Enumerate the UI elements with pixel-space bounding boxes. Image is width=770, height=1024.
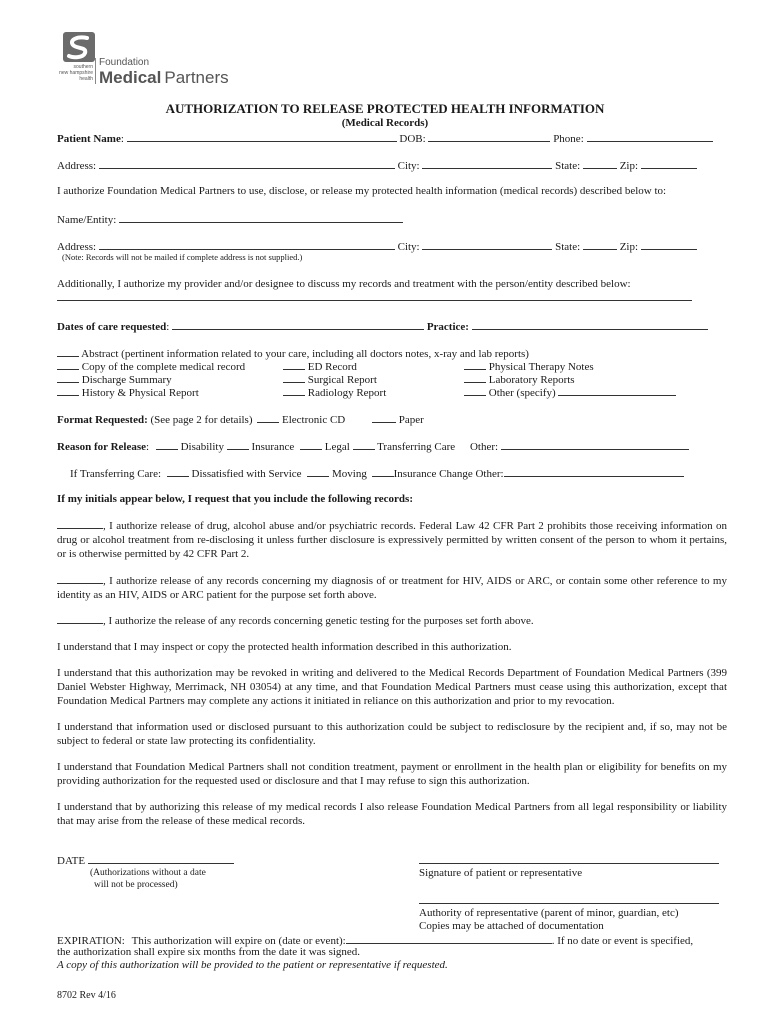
initials-field[interactable]: [57, 518, 103, 529]
logo-foundation: Foundation: [99, 57, 150, 68]
date-note: will not be processed): [94, 880, 178, 890]
transfer-option: Insurance Change: [393, 468, 473, 480]
signature-label: Signature of patient or representative: [419, 867, 583, 879]
reason-checkbox[interactable]: [227, 439, 249, 450]
initials-field[interactable]: [57, 573, 103, 584]
transfer-checkbox[interactable]: [167, 466, 189, 477]
transfer-option: Dissatisfied with Service: [191, 468, 302, 480]
reason-checkbox[interactable]: [300, 439, 322, 450]
phone-label: Phone:: [553, 133, 584, 145]
recipient-zip-field[interactable]: [641, 239, 697, 250]
record-checkbox[interactable]: [283, 359, 305, 370]
electronic-cd-label: Electronic CD: [282, 414, 346, 426]
logo-line: southern: [73, 64, 93, 70]
record-checkbox[interactable]: [464, 359, 486, 370]
recipient-state-field[interactable]: [583, 239, 617, 250]
page-subtitle: (Medical Records): [341, 117, 429, 129]
dates-field[interactable]: [172, 319, 424, 330]
reason-option: Transferring Care: [377, 441, 456, 453]
understand-paragraph: I understand that by authorizing this release of my medical records I also release Foundation Medical Partners from all legal responsibility or liability that may arise from the release of these medical records.: [57, 801, 727, 827]
record-checkbox[interactable]: [464, 385, 486, 396]
dates-label: Dates of care requested: [57, 321, 167, 333]
signature-field[interactable]: [419, 863, 719, 864]
logo-line: new hampshire: [59, 70, 93, 76]
logo-brand-light: Partners: [164, 68, 229, 87]
paper-checkbox[interactable]: [372, 412, 396, 423]
format-label: Format Requested:: [57, 414, 148, 426]
additionally-text: Additionally, I authorize my provider and/or designee to discuss my records and treatment with the person/entity described below:: [57, 278, 631, 290]
transfer-option: Moving: [332, 468, 367, 480]
recipient-city-label: City:: [397, 241, 420, 253]
record-label: History & Physical Report: [81, 387, 199, 399]
initials-field[interactable]: [57, 613, 103, 624]
patient-name-field[interactable]: [127, 131, 397, 142]
record-label: ED Record: [307, 361, 357, 373]
date-label: DATE: [57, 855, 86, 867]
address-note: (Note: Records will not be mailed if complete address is not supplied.): [62, 252, 303, 262]
reason-other-field[interactable]: [501, 439, 689, 450]
dob-label: DOB:: [399, 133, 426, 145]
reason-checkbox[interactable]: [353, 439, 375, 450]
understand-paragraph: I understand that information used or disclosed pursuant to this authorization could be subject to redisclosure by the recipient and, if so, may not be subject to federal or state law protecting its confidentiality.: [57, 721, 727, 747]
expiration-line2: the authorization shall expire six months from the date it was signed.: [57, 946, 361, 958]
logo-divider: [95, 58, 96, 84]
entity-name-field[interactable]: [119, 212, 403, 223]
record-checkbox[interactable]: [57, 372, 79, 383]
transfer-other-label: Other:: [475, 468, 504, 480]
practice-label: Practice:: [426, 321, 469, 333]
expiration-after: . If no date or event is specified,: [551, 935, 694, 947]
state-field[interactable]: [583, 158, 617, 169]
date-field[interactable]: [88, 853, 234, 864]
form-number: 8702 Rev 4/16: [57, 990, 116, 1001]
city-label: City:: [397, 160, 420, 172]
reason-option: Legal: [324, 441, 350, 453]
record-checkbox[interactable]: [283, 385, 305, 396]
transfer-checkbox[interactable]: [372, 466, 394, 477]
transfer-other-field[interactable]: [504, 466, 684, 477]
page-title: AUTHORIZATION TO RELEASE PROTECTED HEALTH INFORMATION: [165, 101, 605, 116]
abstract-label: Abstract (pertinent information related to your care, including all doctors notes, x-ray and lab reports): [81, 348, 529, 360]
record-checkbox[interactable]: [283, 372, 305, 383]
authority-field[interactable]: [419, 903, 719, 904]
copies-note: Copies may be attached of documentation: [419, 920, 604, 932]
phone-field[interactable]: [587, 131, 713, 142]
abstract-checkbox[interactable]: [57, 346, 79, 357]
record-checkbox[interactable]: [57, 385, 79, 396]
initials-item-text: , I authorize release of drug, alcohol abuse and/or psychiatric records. Federal Law 42 CFR Part 2 prohibits those receiving information on drug or alcohol treatment from re-disclosing it unless further disclosure is expressively permitted by written consent of the person to whom it pertains, or is otherwise permitted by 42 CFR Part 2.: [57, 520, 727, 560]
date-note: (Authorizations without a date: [90, 868, 206, 878]
zip-label: Zip:: [619, 160, 639, 172]
transfer-checkbox[interactable]: [307, 466, 329, 477]
record-label: Radiology Report: [307, 387, 387, 399]
reason-checkbox[interactable]: [156, 439, 178, 450]
record-label: Copy of the complete medical record: [81, 361, 246, 373]
reason-label: Reason for Release: [57, 441, 146, 453]
record-label: Physical Therapy Notes: [488, 361, 594, 373]
recipient-zip-label: Zip:: [619, 241, 639, 253]
understand-paragraph: I understand that this authorization may be revoked in writing and delivered to the Medical Records Department of Foundation Medical Partners (399 Daniel Webster Highway, Merrimack, NH 03054) at any time, and that Foundation Medical Partners must cease using this authorization, except that Foundation Medical Partners may complete any actions it initiated in reliance on this authorization and prior to my revocation.: [57, 667, 727, 707]
recipient-city-field[interactable]: [422, 239, 552, 250]
expiration-text: This authorization will expire on (date or event):: [131, 935, 346, 947]
transfer-label: If Transferring Care:: [70, 468, 162, 480]
understand-paragraph: I understand that I may inspect or copy the protected health information described in this authorization.: [57, 641, 512, 653]
electronic-cd-checkbox[interactable]: [257, 412, 279, 423]
reason-other-label: Other:: [469, 441, 499, 453]
zip-field[interactable]: [641, 158, 697, 169]
understand-paragraph: I understand that Foundation Medical Partners shall not condition treatment, payment or enrollment in the health plan or eligibility for benefits on my providing authorization for the requested used or disclosure and that I may refuse to sign this authorization.: [57, 761, 727, 787]
record-checkbox[interactable]: [57, 359, 79, 370]
record-label: Discharge Summary: [81, 374, 172, 386]
format-note: (See page 2 for details): [150, 414, 253, 426]
expiration-label: EXPIRATION:: [57, 935, 125, 947]
recipient-address-label: Address:: [57, 241, 97, 253]
state-label: State:: [555, 160, 581, 172]
dob-field[interactable]: [428, 131, 550, 142]
initials-heading: If my initials appear below, I request that you include the following records:: [57, 493, 413, 505]
initials-item-text: , I authorize release of any records concerning my diagnosis of or treatment for HIV, AIDS or ARC, or contain some other reference to my identity as an HIV, AIDS or ARC patient for the purpose set forth above.: [57, 575, 727, 601]
logo: [55, 32, 245, 90]
copy-notice: A copy of this authorization will be provided to the patient or representative if requested.: [57, 959, 448, 971]
paper-label: Paper: [398, 414, 424, 426]
logo-line: health: [79, 76, 93, 82]
authority-label: Authority of representative (parent of minor, guardian, etc): [419, 907, 679, 919]
address-field[interactable]: [99, 158, 395, 169]
initials-item-text: , I authorize the release of any records concerning genetic testing for the purposes set forth above.: [103, 615, 534, 627]
record-label: Other (specify): [488, 387, 556, 399]
recipient-state-label: State:: [555, 241, 581, 253]
additionally-field[interactable]: [57, 300, 692, 301]
patient-name-label: Patient Name: [57, 133, 121, 145]
entity-name-label: Name/Entity:: [57, 214, 117, 226]
address-label: Address:: [57, 160, 97, 172]
record-label: Laboratory Reports: [488, 374, 575, 386]
city-field[interactable]: [422, 158, 552, 169]
authorize-text: I authorize Foundation Medical Partners to use, disclose, or release my protected health information (medical records) described below to:: [57, 185, 667, 197]
recipient-address-field[interactable]: [99, 239, 395, 250]
other-specify-field[interactable]: [558, 385, 676, 396]
practice-field[interactable]: [472, 319, 708, 330]
record-checkbox[interactable]: [464, 372, 486, 383]
logo-brand-bold: Medical: [99, 68, 162, 87]
record-label: Surgical Report: [307, 374, 377, 386]
reason-option: Disability: [180, 441, 224, 453]
expiration-field[interactable]: [346, 933, 552, 944]
reason-option: Insurance: [251, 441, 295, 453]
logo-s-icon: [63, 32, 95, 62]
